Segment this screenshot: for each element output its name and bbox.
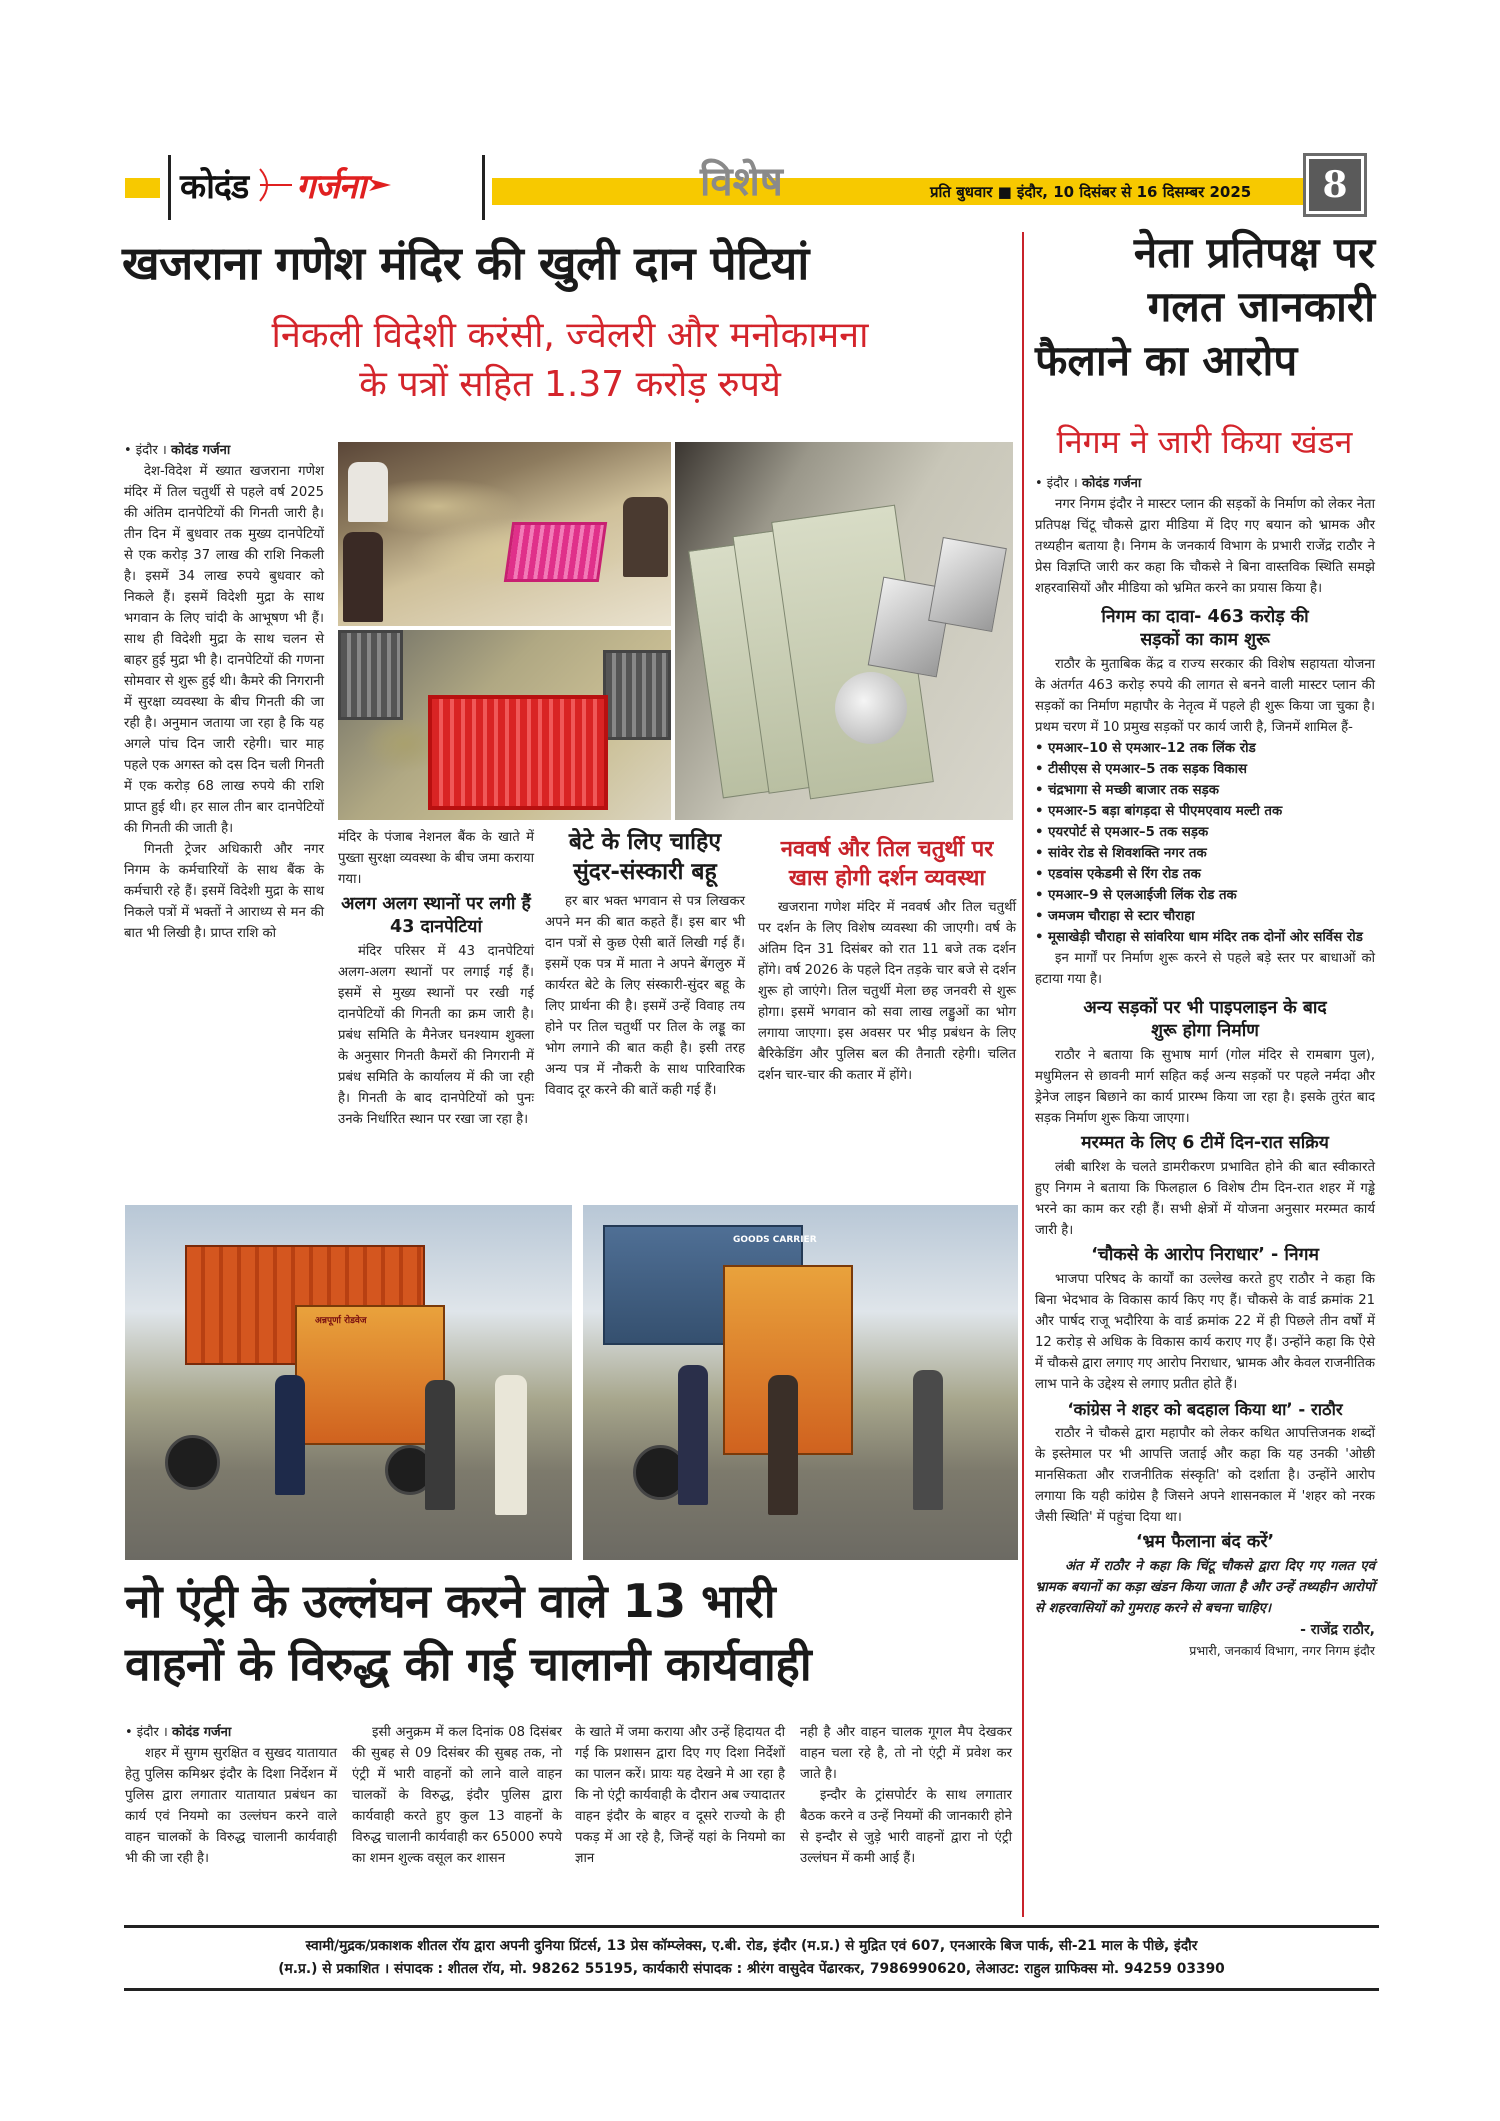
story1-column1 — [124, 440, 324, 944]
story3-column2: इसी अनुक्रम में कल दिनांक 08 दिसंबर की सुबह से 09 दिसंबर की सुबह तक, नो एंट्री में भारी वाहनों को लाने वाले वाहन चालकों के विरुद्ध, इंदौर पुलिस द्वारा कार्यवाही करते हुए कुल 13 वाहनों के विरुद्ध चालानी कार्यवाही कर 65000 रुपये का शमन शुल्क वसूल कर शासन — [352, 1725, 562, 1866]
logo-text-garjana: गर्जना — [296, 167, 366, 207]
byline-paper: कोदंड गर्जना — [170, 443, 231, 458]
story2-subhead-6: ‘भ्रम फैलाना बंद करें’ — [1135, 1532, 1275, 1552]
photo-truck-1 — [125, 1205, 572, 1560]
story1-subheadline — [140, 312, 1000, 409]
photo-cash-baskets — [338, 630, 671, 820]
story2-column — [1035, 473, 1375, 1661]
road-list-item: • एमआर-5 बड़ा बांगड़दा से पीएमएवाय मल्टी तक — [1035, 804, 1283, 819]
truck-cab-shape — [295, 1305, 445, 1445]
masthead-yellow-left — [125, 178, 160, 198]
story2-sub4-text: भाजपा परिषद के कार्यों का उल्लेख करते हुए राठौर ने कहा कि बिना भेदभाव के विकास कार्य किए गए हैं। चौकसे के वार्ड क्रमांक 21 और पार्षद राजू भदौरिया के वार्ड क्रमांक 22 में ही पिछले तीन वर्षों में 12 करोड़ से अधिक के विकास कार्य कराए गए हैं। उन्होंने कहा कि ऐसे में चौकसे द्वारा लगाए गए आरोप निराधार, भ्रामक और केवल राजनीतिक लाभ पाने के उद्देश्य से लगाए प्रतीत होते हैं। — [1035, 1272, 1375, 1392]
footer-imprint — [124, 1935, 1379, 1981]
road-list — [1035, 738, 1375, 948]
story1-byline — [124, 440, 324, 461]
story2-headline-line3: फैलाने का आरोप — [1035, 335, 1298, 385]
person-shape — [343, 532, 383, 622]
story3-column3: के खाते में जमा कराया और उन्हें हिदायत दी गई कि प्रशासन द्वारा दिए गए दिशा निर्देशों का पालन करें। प्रायः यह देखने मे आ रहा है कि नो एंट्री कार्यवाही के दौरान अब ज्यादातर वाहन इंदौर के बाहर व दूसरे राज्यो के ही पकड़ में आ रहे है, जिन्हें यहां के नियमो का ज्ञान — [575, 1725, 785, 1866]
road-list-item: • टीसीएस से एमआर–5 तक सड़क विकास — [1035, 762, 1248, 777]
byline-place: • इंदौर । — [125, 1725, 168, 1740]
story1-column2 — [338, 827, 534, 1130]
story2-subhead-2: अन्य सड़कों पर भी पाइपलाइन के बाद शुरू होगा निर्माण — [1083, 998, 1327, 1041]
truck-label: GOODS CARRIER — [733, 1235, 817, 1245]
byline-place: • इंदौर । — [124, 443, 167, 458]
person-shape — [678, 1365, 708, 1505]
story1-col4-text: खजराना गणेश मंदिर में नववर्ष और तिल चतुर्थी पर दर्शन के लिए विशेष व्यवस्था की जाएगी। वर्ष के अंतिम दिन 31 दिसंबर को रात 11 बजे तक दर्शन होंगे। वर्ष 2026 के पहले दिन तड़के चार बजे से दर्शन शुरू हो जाएंगे। तिल चतुर्थी मेला छह जनवरी से शुरू होगा। इसमें भगवान को सवा लाख लड्डुओं का भोग लगाया जाएगा। इस अवसर पर भीड़ प्रबंधन के लिए बैरिकेडिंग और पुलिस बल की तैनाती रहेगी। चलित दर्शन चार-चार की कतार में होंगे। — [758, 900, 1016, 1083]
story1-headline: खजराना गणेश मंदिर की खुली दान पेटियां — [122, 236, 809, 290]
story1-col1-text: गिनती ट्रेजर अधिकारी और नगर निगम के कर्मचारियों के साथ बैंक के कर्मचारी रहे हैं। इसमें विदेशी मुद्रा के साथ निकले पत्रों में भक्तों ने आराध्य से मन की बात भी लिखी है। प्राप्त राशि को — [124, 842, 324, 941]
masthead-divider-left — [168, 155, 171, 220]
story3-column1: • इंदौर । कोदंड गर्जना शहर में सुगम सुरक्षित व सुखद यातायात हेतु पुलिस कमिश्नर इंदौर के दिशा निर्देशन में पुलिस द्वारा लगातार यातायात प्रबंधन का कार्य एवं नियमो का उल्लंघन करने वाले वाहन चालकों के विरुद्ध चालानी कार्यवाही भी की जा रही है। — [125, 1722, 337, 1869]
story2-subheadline: निगम ने जारी किया खंडन — [1056, 423, 1353, 461]
byline-place: • इंदौर । — [1035, 476, 1078, 491]
story1-col4-subhead: नववर्ष और तिल चतुर्थी पर खास होगी दर्शन व्यवस्था — [780, 837, 994, 891]
red-basket-shape — [428, 695, 608, 810]
footer-rule-bottom — [124, 1988, 1379, 1991]
grey-basket-shape — [338, 630, 403, 720]
story2-sub3-text: लंबी बारिश के चलते डामरीकरण प्रभावित होने की बात स्वीकारते हुए निगम ने बताया कि फिलहाल 6 विशेष टीम दिन-रात शहर में गड्ढे भरने का काम कर रही हैं। सभी क्षेत्रों में योजना अनुसार मरम्मत कार्य जारी है। — [1035, 1160, 1375, 1238]
story2-sub1-text: राठौर के मुताबिक केंद्र व राज्य सरकार की विशेष सहायता योजना के अंतर्गत 463 करोड़ रुपये की लागत से बनने वाली मास्टर प्लान की सड़कों का निर्माण महापौर के नेतृत्व में पहले ही शुरू किया जा चुका है। प्रथम चरण में 10 प्रमुख सड़कों पर कार्य जारी है, जिनमें शामिल हैं- — [1035, 657, 1375, 735]
bow-arrow-icon — [252, 165, 292, 205]
road-list-item: • मूसाखेड़ी चौराहा से सांवरिया धाम मंदिर तक दोनों ओर सर्विस रोड — [1035, 930, 1363, 945]
road-list-item: • एमआर–10 से एमआर–12 तक लिंक रोड — [1035, 741, 1256, 756]
story3-byline — [125, 1722, 337, 1743]
truck-wheel-shape — [165, 1435, 220, 1490]
story3-column4: नही है और वाहन चालक गूगल मैप देखकर वाहन चला रहे है, तो नो एंट्री में प्रवेश कर जाते है। इन्दौर के ट्रांसपोर्टर के साथ लगातार बैठक करने व उन्हें नियमों की जानकारी होने से इन्दौर से जुड़े भारी वाहनों द्वारा नो एंट्री उल्लंघन में कमी आई हैं। — [800, 1725, 1012, 1866]
road-list-item: • एयरपोर्ट से एमआर–5 तक सड़क — [1035, 825, 1209, 840]
byline-paper: कोदंड गर्जना — [171, 1725, 232, 1740]
story3-headline — [125, 1570, 811, 1697]
pink-basket-shape — [504, 522, 607, 582]
story2-headline — [1035, 226, 1375, 387]
story1-subheadline-line1: निकली विदेशी करंसी, ज्वेलरी और मनोकामना — [271, 315, 869, 356]
person-shape — [623, 497, 668, 577]
story1-column3 — [545, 827, 745, 1101]
person-shape — [348, 462, 388, 522]
road-list-item: • सांवेर रोड से शिवशक्ति नगर तक — [1035, 846, 1207, 861]
signature-name: - राजेंद्र राठौर, — [1300, 1622, 1375, 1638]
story1-col3-text: हर बार भक्त भगवान से पत्र लिखकर अपने मन की बात कहते हैं। इस बार भी दान पत्रों से कुछ ऐसी बातें लिखी गई हैं। इसमें एक पत्र में माता ने अपने बेंगलुरु में कार्यरत बेटे के लिए संस्कारी-सुंदर बहू के लिए प्रार्थना की है। इसमें उन्हें विवाह तय होने पर तिल चतुर्थी पर तिल के लड्डू का भोग लगाने की बात कही है। इसी तरह अन्य पत्र में नौकरी के साथ पारिवारिक विवाद दूर करने की बातें कही गई हैं। — [545, 894, 745, 1098]
column-divider-red — [1022, 232, 1024, 1917]
road-list-item: • एडवांस एकेडमी से रिंग रोड तक — [1035, 867, 1201, 882]
section-label: विशेष — [700, 159, 783, 205]
road-list-item: • एमआर–9 से एलआईजी लिंक रोड तक — [1035, 888, 1237, 903]
road-list-item: • जमजम चौराहा से स्टार चौराहा — [1035, 909, 1195, 924]
silver-bar-shape — [928, 537, 1007, 632]
dateline: प्रति बुधवार ■ इंदौर, 10 दिसंबर से 16 दिसम्बर 2025 — [930, 183, 1252, 201]
signature-role: प्रभारी, जनकार्य विभाग, नगर निगम इंदौर — [1189, 1643, 1375, 1658]
masthead-divider-right — [482, 155, 485, 220]
story2-byline — [1035, 473, 1375, 494]
person-shape — [913, 1370, 943, 1510]
story1-col3-subhead: बेटे के लिए चाहिए सुंदर-संस्कारी बहू — [568, 829, 722, 885]
story2-sub5-text: राठौर ने चौकसे द्वारा महापौर को लेकर कथित आपत्तिजनक शब्दों के इस्तेमाल पर भी आपत्ति जताई और कहा कि यह उनकी 'ओछी मानसिकता और राजनीतिक संस्कृति' को दर्शाता है। उन्होंने आरोप लगाया कि यही कांग्रेस है जिसने अपने शासनकाल में 'शहर को नरक जैसी स्थिति' में पहुंचा दिया था। — [1035, 1426, 1375, 1525]
story1-col2-subhead: अलग अलग स्थानों पर लगी हैं 43 दानपेटियां — [341, 894, 531, 937]
footer-rule-top — [124, 1925, 1379, 1928]
story2-after-roads: इन मार्गों पर निर्माण शुरू करने से पहले बड़े स्तर पर बाधाओं को हटाया गया है। — [1035, 951, 1375, 987]
photo-donation-counting — [338, 442, 671, 626]
story2-headline-line2: गलत जानकारी — [1147, 281, 1375, 331]
road-list-item: • चंद्रभागा से मच्छी बाजार तक सड़क — [1035, 783, 1220, 798]
story2-intro: नगर निगम इंदौर ने मास्टर प्लान की सड़कों के निर्माण को लेकर नेता प्रतिपक्ष चिंटू चौकसे द्वारा मीडिया में दिए गए बयान को भ्रामक और तथ्यहीन बताया है। निगम के जनकार्य विभाग के प्रभारी राजेंद्र राठौर ने प्रेस विज्ञप्ति जारी कर कहा कि चौकसे ने बिना वास्तविक स्थिति समझे शहरवासियों और मीडिया को भ्रमित करने का प्रयास किया है। — [1035, 497, 1375, 596]
footer-line-1: स्वामी/मुद्रक/प्रकाशक शीतल रॉय द्वारा अपनी दुनिया प्रिंटर्स, 13 प्रेस कॉम्प्लेक्स, ए.बी. रोड, इंदौर (म.प्र.) से मुद्रित एवं 607, एनआरके बिज पार्क, सी-21 माल के पीछे, इंदौर — [305, 1938, 1198, 1954]
person-shape — [768, 1375, 798, 1515]
newspaper-logo — [180, 160, 391, 210]
story2-sub2-text: राठौर ने बताया कि सुभाष मार्ग (गोल मंदिर से रामबाग पुल), मधुमिलन से छावनी मार्ग सहित कई अन्य सड़कों पर पहले नर्मदा और ड्रेनेज लाइन बिछाने का कार्य प्रारम्भ किया जा रहा है। इसके तुरंत बाद सड़क निर्माण शुरू किया जाएगा। — [1035, 1048, 1375, 1126]
person-shape — [275, 1375, 305, 1495]
story1-col2-continued: मंदिर के पंजाब नेशनल बैंक के खाते में पुख्ता सुरक्षा व्यवस्था के बीच जमा कराया गया। — [338, 830, 534, 887]
story2-subhead-5: ‘कांग्रेस ने शहर को बदहाल किया था’ - राठौर — [1067, 1400, 1343, 1419]
byline-paper: कोदंड गर्जना — [1081, 476, 1142, 491]
footer-line-2: (म.प्र.) से प्रकाशित । संपादक : शीतल रॉय, मो. 98262 55195, कार्यकारी संपादक : श्रीरंग वासुदेव पेंढारकर, 7986990620, लेआउट: राहुल ग्राफिक्स मो. 94259 03390 — [278, 1961, 1225, 1977]
arrow-head-icon — [369, 173, 391, 197]
story2-subhead-1: निगम का दावा- 463 करोड़ की सड़कों का काम शुरू — [1101, 607, 1309, 650]
story2-headline-line1: नेता प्रतिपक्ष पर — [1133, 228, 1375, 277]
story1-column4 — [758, 835, 1016, 1086]
story1-subheadline-line2: के पत्रों सहित 1.37 करोड़ रुपये — [359, 363, 781, 405]
silver-coin-shape — [835, 672, 907, 744]
grey-basket-shape — [603, 650, 671, 740]
page-number-box — [1303, 153, 1367, 217]
person-shape — [425, 1380, 455, 1510]
person-shape — [495, 1375, 527, 1515]
story1-col2-text: मंदिर परिसर में 43 दानपेटियां अलग-अलग स्थानों पर लगाई गई हैं। इसमें से मुख्य स्थानों पर रखी गई दानपेटियों की गिनती का क्रम जारी है। प्रबंध समिति के मैनेजर घनश्याम शुक्ला के अनुसार गिनती कैमरों की निगरानी में प्रबंध समिति के कार्यालय में की जा रही है। गिनती के बाद दानपेटियों को पुनः उनके निर्धारित स्थान पर रखा जा रहा है। — [338, 944, 534, 1127]
photo-foreign-currency — [675, 442, 1013, 820]
story2-quote: अंत में राठौर ने कहा कि चिंटू चौकसे द्वारा दिए गए गलत एवं भ्रामक बयानों का कड़ा खंडन किया जाता है और उन्हें तथ्यहीन आरोपों से शहरवासियों को गुमराह करने से बचना चाहिए। — [1035, 1559, 1375, 1616]
story3-headline-line2: वाहनों के विरुद्ध की गई चालानी कार्यवाही — [125, 1637, 812, 1692]
story2-subhead-3: मरम्मत के लिए 6 टीमें दिन-रात सक्रिय — [1081, 1133, 1329, 1153]
truck-label: अन्नपूर्णा रोडवेज — [315, 1316, 367, 1326]
page-number: 8 — [1309, 159, 1361, 211]
story1-col1-bold-text: देश-विदेश में ख्यात खजराना गणेश मंदिर में तिल चतुर्थी से पहले वर्ष 2025 की अंतिम दानपेटियों की गिनती जारी है। तीन दिन में बुधवार तक मुख्य दानपेटियों से एक करोड़ 37 लाख की राशि निकली है। इसमें 34 लाख रुपये बुधवार को निकले हैं। इसमें विदेशी मुद्रा के साथ भगवान के लिए चांदी के आभूषण भी हैं। साथ ही विदेशी मुद्रा के साथ चलन से बाहर हुई मुद्रा भी है। दानपेटियों की गणना सोमवार से शुरू हुई थी। कैमरे की निगरानी में सुरक्षा व्यवस्था के बीच गिनती की जा रही है। अनुमान जताया जा रहा है कि यह अगले पांच दिन जारी रहेगी। चार माह पहले एक अगस्त को दस दिन चली गिनती में एक करोड़ 68 लाख रुपये की राशि प्राप्त हुई थी। हर साल तीन बार दानपेटियों की गिनती की जाती है। — [124, 464, 324, 836]
logo-text-kodand: कोदंड — [180, 167, 249, 207]
story3-headline-line1: नो एंट्री के उल्लंघन करने वाले 13 भारी — [125, 1574, 776, 1628]
story2-subhead-4: ‘चौकसे के आरोप निराधार’ - निगम — [1091, 1245, 1319, 1265]
photo-truck-2 — [583, 1205, 1018, 1560]
